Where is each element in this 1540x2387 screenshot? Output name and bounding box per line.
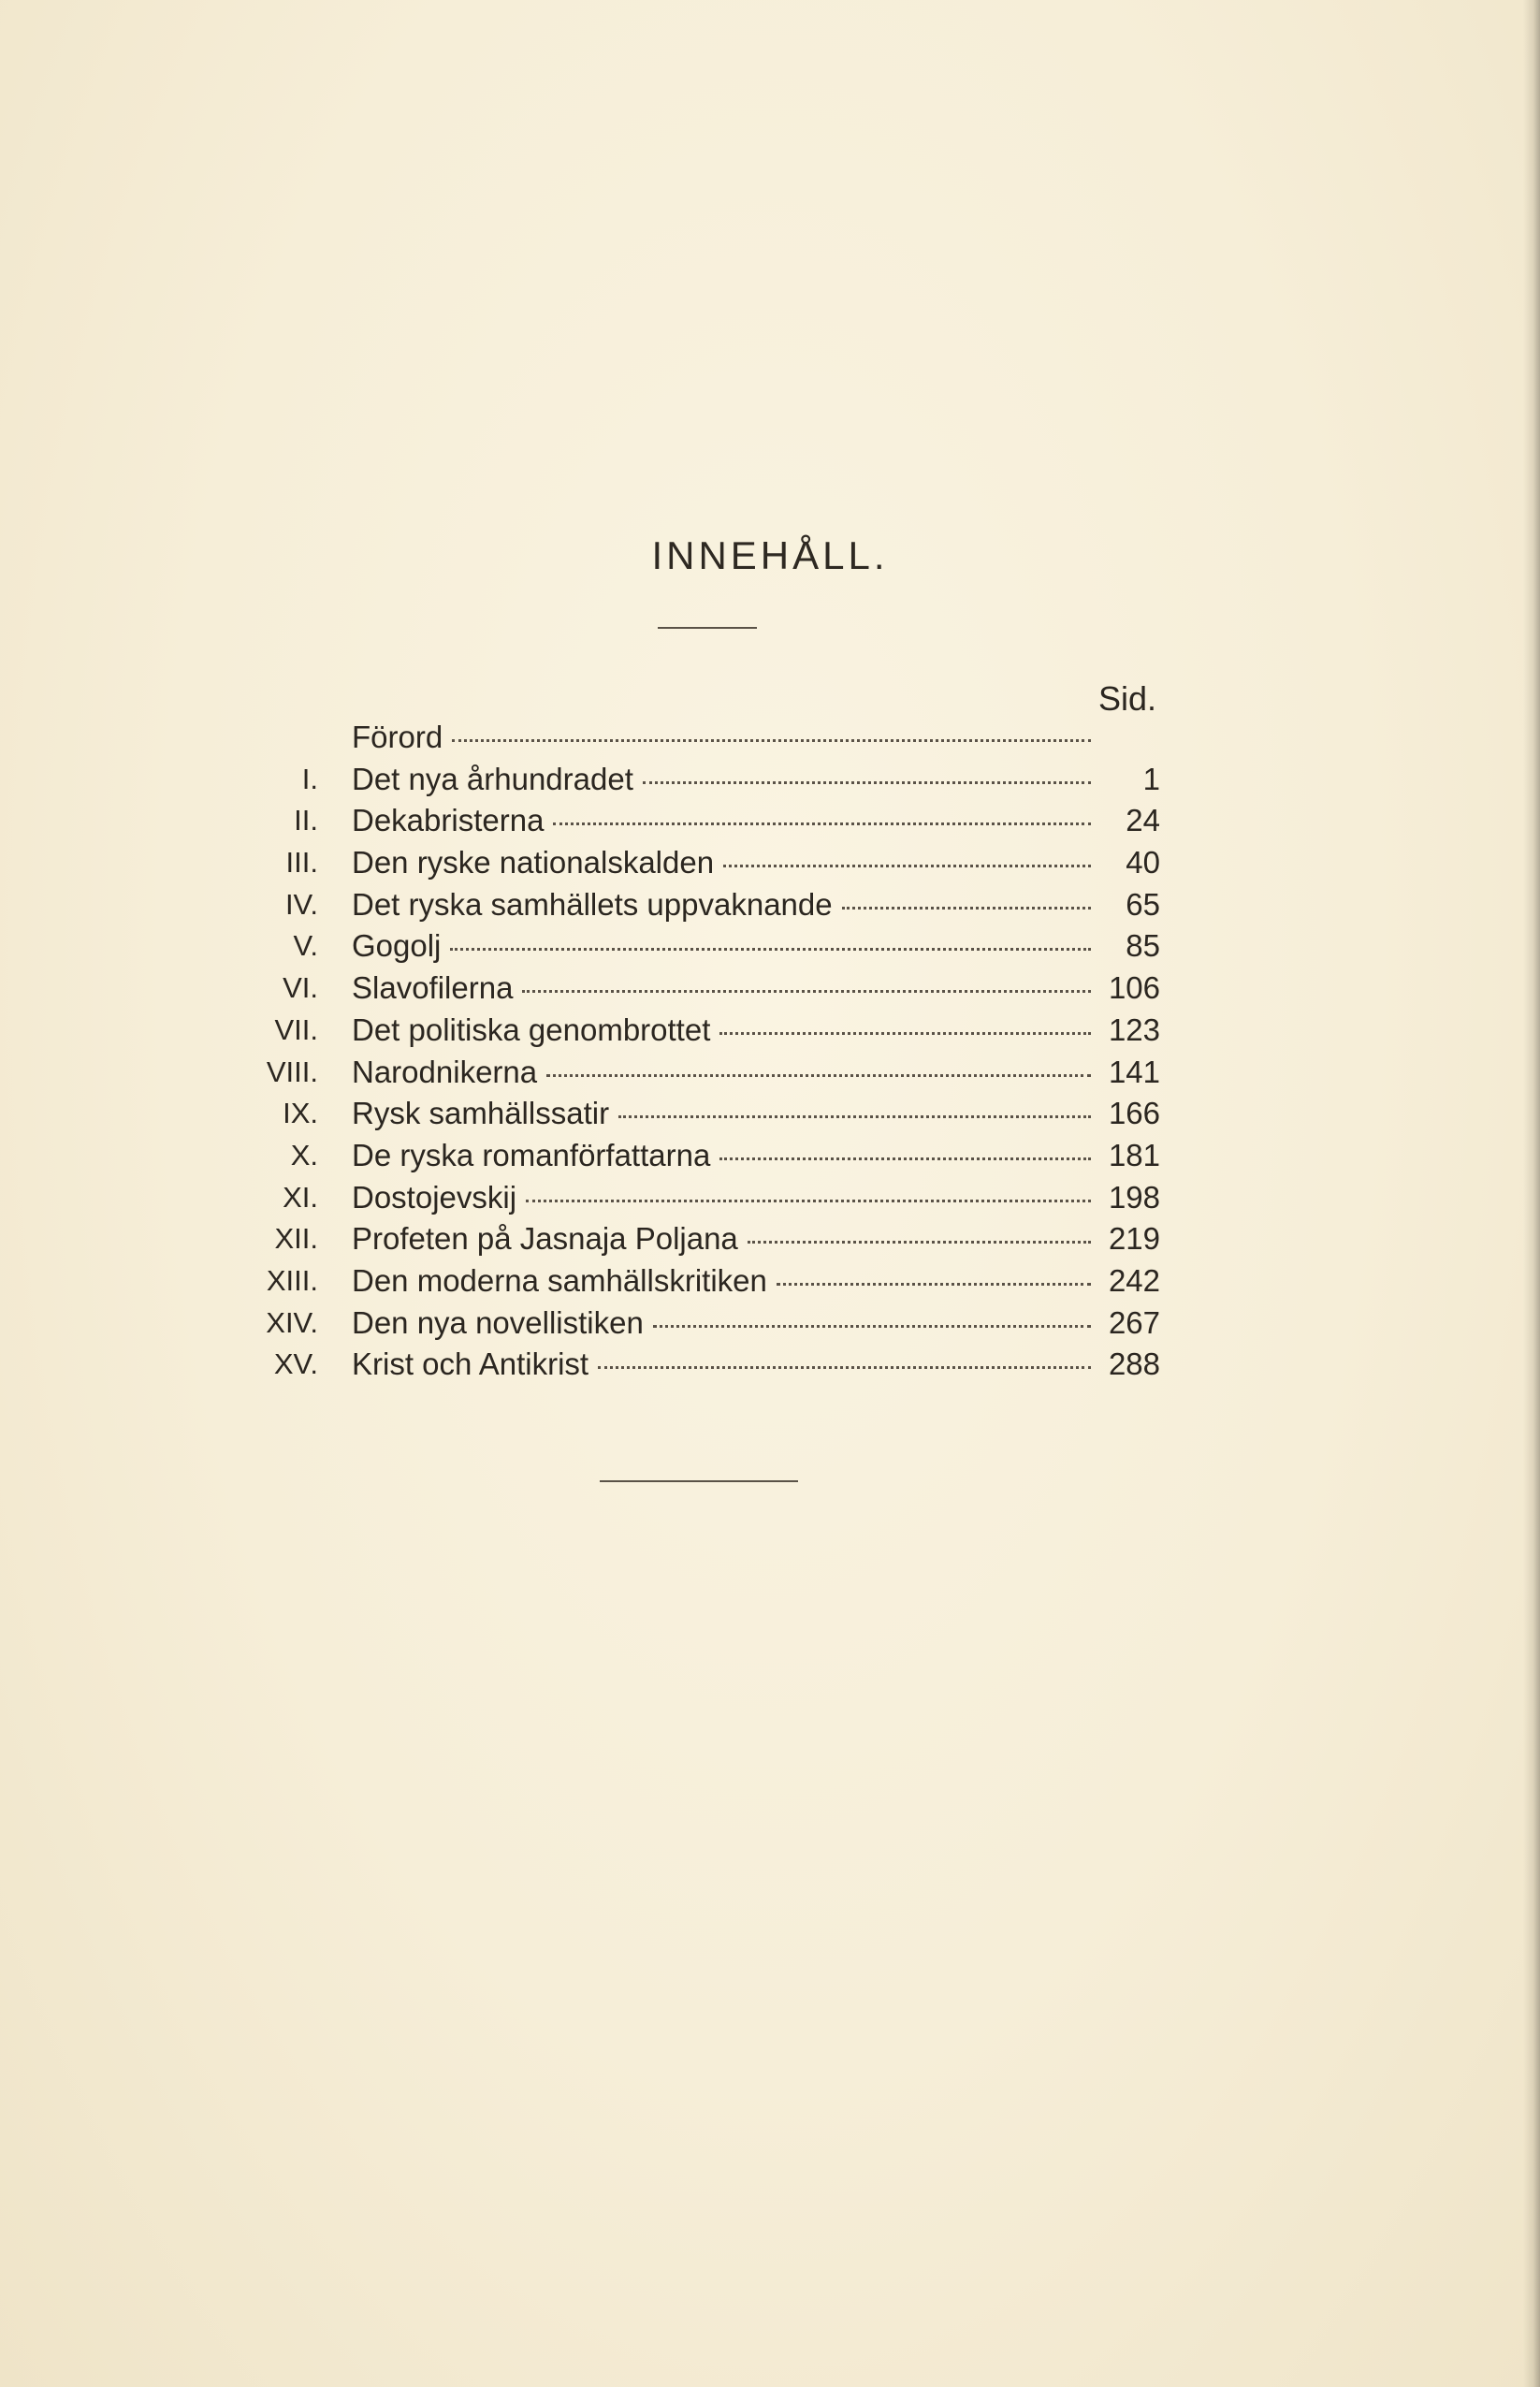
toc-entry-title: Det ryska samhällets uppvaknande bbox=[352, 886, 833, 922]
toc-entry-page: 181 bbox=[1108, 1137, 1160, 1172]
toc-entry-page: 40 bbox=[1126, 845, 1160, 881]
toc-entry-number: XV. bbox=[273, 1347, 318, 1381]
toc-entry-title: Det nya århundradet bbox=[352, 761, 633, 796]
toc-entry-number: IV. bbox=[284, 887, 318, 921]
toc-entry bbox=[187, 1344, 1160, 1386]
toc-entry-number: XIV. bbox=[266, 1305, 318, 1339]
toc-entry bbox=[187, 1303, 1160, 1345]
page-title: INNEHÅLL. bbox=[651, 533, 889, 577]
toc-entry bbox=[187, 800, 1160, 842]
title-divider bbox=[658, 627, 757, 629]
toc-entry-preface bbox=[187, 717, 1160, 759]
toc-entry bbox=[187, 1010, 1160, 1052]
toc-entry-page: 141 bbox=[1108, 1054, 1160, 1089]
dot-leader bbox=[842, 907, 1091, 910]
dot-leader bbox=[653, 1325, 1091, 1328]
toc-entry-page: 198 bbox=[1108, 1179, 1160, 1215]
toc-entry bbox=[187, 925, 1160, 968]
toc-entry-title: Den moderna samhällskritiken bbox=[352, 1262, 767, 1298]
toc-entry-title: Narodnikerna bbox=[352, 1054, 538, 1089]
dot-leader bbox=[719, 1157, 1091, 1160]
toc-entry-page: 219 bbox=[1108, 1221, 1160, 1257]
toc-entry-number: IX. bbox=[283, 1097, 318, 1130]
toc-entry-page: 288 bbox=[1108, 1346, 1160, 1382]
dot-leader bbox=[546, 1074, 1091, 1077]
toc-entry-title: Gogolj bbox=[352, 928, 442, 964]
toc-entry-number: III. bbox=[285, 846, 318, 880]
page-edge-shadow bbox=[1523, 0, 1540, 2387]
toc-entry bbox=[187, 968, 1160, 1010]
dot-leader bbox=[719, 1032, 1091, 1035]
toc-entry-title: Den ryske nationalskalden bbox=[352, 845, 715, 881]
toc-entry-number: XIII. bbox=[266, 1263, 318, 1297]
toc-entry-page: 85 bbox=[1126, 928, 1160, 964]
dot-leader bbox=[553, 822, 1091, 825]
toc-entry bbox=[187, 1177, 1160, 1219]
toc-entry-title: Den nya novellistiken bbox=[352, 1304, 644, 1340]
dot-leader bbox=[452, 739, 1091, 742]
toc-entry-title: Förord bbox=[352, 720, 443, 754]
toc-entry-title: De ryska romanförfattarna bbox=[352, 1137, 711, 1172]
dot-leader bbox=[618, 1115, 1091, 1118]
toc-entry bbox=[187, 1260, 1160, 1303]
dot-leader bbox=[777, 1283, 1091, 1286]
toc-entry-number: XII. bbox=[274, 1222, 318, 1256]
toc-entry-page: 1 bbox=[1142, 761, 1160, 796]
toc-entry-page: 106 bbox=[1108, 970, 1160, 1006]
toc-entry bbox=[187, 1093, 1160, 1135]
closing-divider bbox=[600, 1480, 798, 1482]
toc-entry-page: 242 bbox=[1108, 1262, 1160, 1298]
toc-entry bbox=[187, 1052, 1160, 1094]
dot-leader bbox=[598, 1366, 1091, 1369]
toc-entry-number: VII. bbox=[274, 1012, 318, 1046]
toc-entry-number: VI. bbox=[283, 971, 318, 1005]
dot-leader bbox=[723, 865, 1091, 867]
dot-leader bbox=[522, 990, 1091, 993]
toc-entry-page: 24 bbox=[1126, 803, 1160, 838]
toc-entry-page: 166 bbox=[1108, 1096, 1160, 1131]
toc-entry bbox=[187, 842, 1160, 884]
dot-leader bbox=[526, 1200, 1091, 1202]
dot-leader bbox=[643, 781, 1091, 784]
toc-entry-page: 65 bbox=[1126, 886, 1160, 922]
toc-entry-page: 123 bbox=[1108, 1012, 1160, 1047]
toc-entry-title: Dostojevskij bbox=[352, 1179, 517, 1215]
table-of-contents bbox=[187, 717, 1160, 1386]
toc-entry-title: Det politiska genombrottet bbox=[352, 1012, 711, 1047]
toc-entry bbox=[187, 1135, 1160, 1177]
toc-entry bbox=[187, 759, 1160, 801]
toc-entry bbox=[187, 1218, 1160, 1260]
toc-entry-title: Profeten på Jasnaja Poljana bbox=[352, 1221, 738, 1257]
toc-entry-number: II. bbox=[294, 804, 318, 837]
dot-leader bbox=[748, 1241, 1091, 1244]
toc-entry-title: Dekabristerna bbox=[352, 803, 545, 838]
toc-entry-number: V. bbox=[293, 929, 318, 963]
page-column-label: Sid. bbox=[1097, 679, 1156, 718]
toc-entry-number: VIII. bbox=[266, 1055, 318, 1088]
dot-leader bbox=[450, 948, 1091, 951]
toc-entry-number: XI. bbox=[283, 1180, 318, 1214]
toc-entry-number: X. bbox=[290, 1138, 318, 1172]
toc-entry-title: Slavofilerna bbox=[352, 970, 514, 1006]
toc-entry-title: Krist och Antikrist bbox=[352, 1346, 589, 1382]
toc-entry-number: I. bbox=[301, 762, 318, 795]
toc-entry bbox=[187, 884, 1160, 926]
toc-entry-page: 267 bbox=[1108, 1304, 1160, 1340]
toc-entry-title: Rysk samhällssatir bbox=[352, 1096, 610, 1131]
